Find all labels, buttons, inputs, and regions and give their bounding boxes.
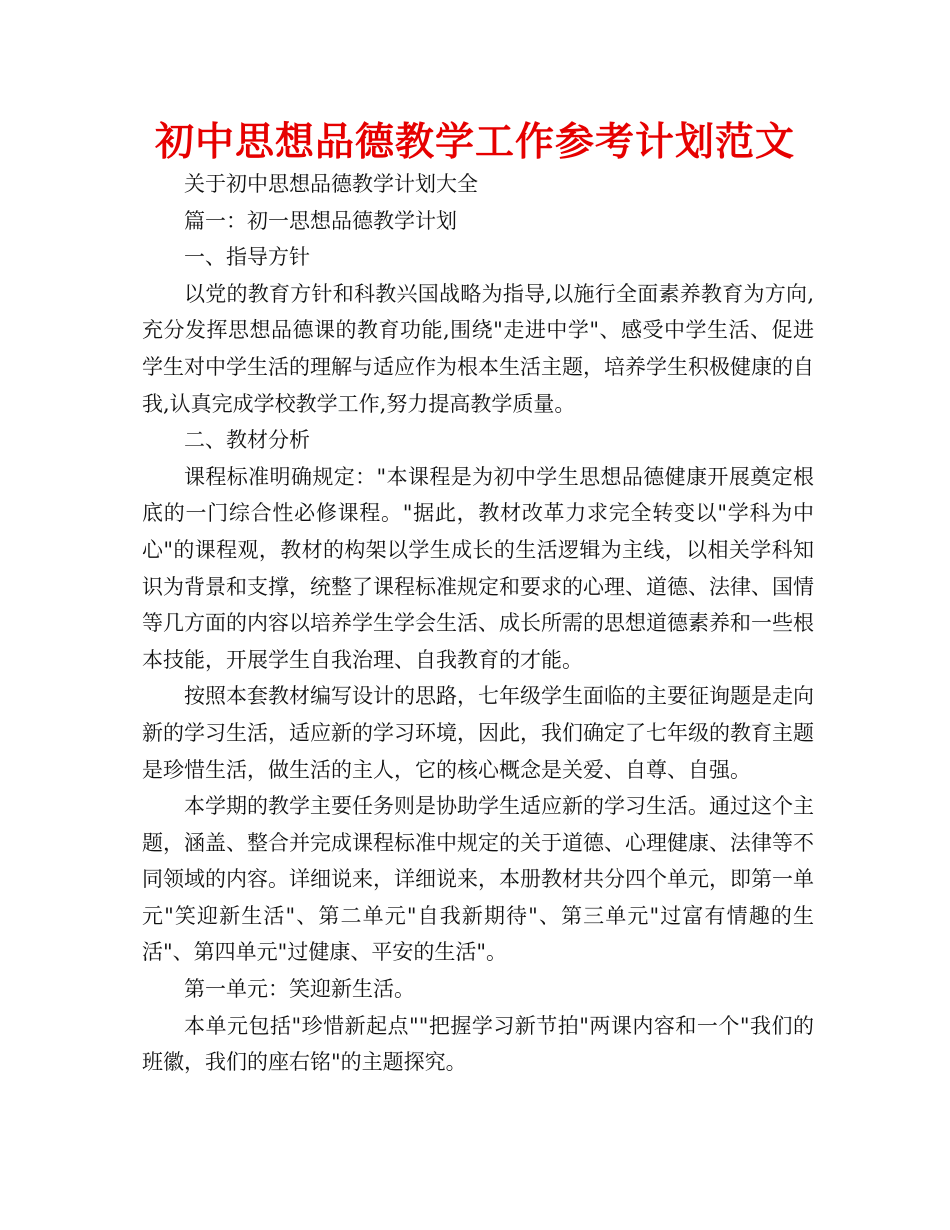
body-paragraph: 本学期的教学主要任务则是协助学生适应新的学习生活。通过这个主题，涵盖、整合并完成课程标准中规定的关于道德、心理健康、法律等不同领域的内容。详细说来，详细说来，本册教材共分四个单元，即第一单元"笑迎新生活"、第二单元"自我新期待"、第三单元"过富有情趣的生活"、第四单元"过健康、平安的生活"。 [142,794,814,965]
section-heading-guidelines: 一、指导方针 [184,245,310,270]
section-heading-part-one: 篇一：初一思想品德教学计划 [184,208,457,233]
section-heading-textbook-analysis: 二、教材分析 [184,428,310,453]
subtitle-paragraph: 关于初中思想品德教学计划大全 [184,172,478,196]
body-paragraph: 按照本套教材编写设计的思路，七年级学生面临的主要征询题是走向新的学习生活，适应新的学习环境，因此，我们确定了七年级的教育主题是珍惜生活，做生活的主人，它的核心概念是关爱、自尊、自强。 [142,684,814,782]
body-paragraph: 课程标准明确规定："本课程是为初中学生思想品德健康开展奠定根底的一门综合性必修课程。"据此，教材改革力求完全转变以"学科为中心"的课程观，教材的构架以学生成长的生活逻辑为主线，以相关学科知识为背景和支撑，统整了课程标准规定和要求的心理、道德、法律、国情等几方面的内容以培养学生学会生活、成长所需的思想道德素养和一些根本技能，开展学生自我治理、自我教育的才能。 [142,464,814,672]
document-body [142,166,814,1081]
body-paragraph: 以党的教育方针和科教兴国战略为指导,以施行全面素养教育为方向,充分发挥思想品德课的教育功能,围绕"走进中学"、感受中学生活、促进学生对中学生活的理解与适应作为根本生活主题，培养学生积极健康的自我,认真完成学校教学工作,努力提高教学质量。 [142,281,814,416]
document-title: 初中思想品德教学工作参考计划范文 [154,120,795,165]
unit-heading: 第一单元：笑迎新生活。 [184,977,415,1002]
body-paragraph: 本单元包括"珍惜新起点""把握学习新节拍"两课内容和一个"我们的班徽，我们的座右铭"的主题探究。 [142,1013,814,1075]
